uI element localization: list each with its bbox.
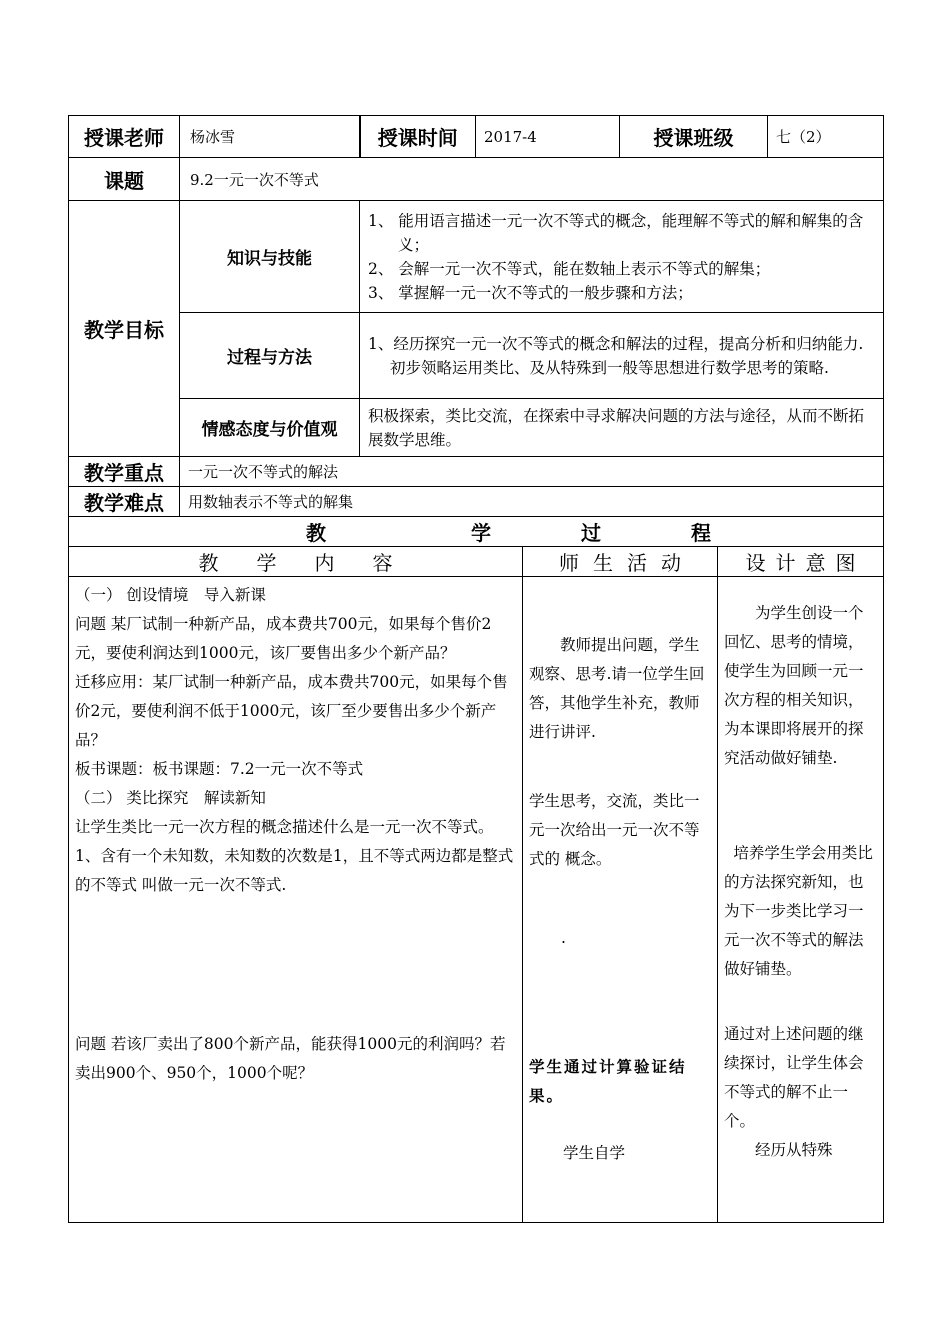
title-char-2: 学 [471, 521, 491, 545]
col-content-char-2: 学 [256, 551, 277, 575]
topic-row [69, 158, 884, 201]
emotion-label: 情感态度与价值观 [180, 399, 360, 457]
key-point-label: 教学重点 [69, 457, 180, 487]
col-intent-header [718, 547, 884, 577]
class-value: 七（2） [768, 116, 884, 158]
title-char-3: 过 [581, 521, 601, 545]
col-intent-char-3: 意 [805, 551, 826, 575]
lesson-plan-table [68, 115, 884, 1223]
key-point-value: 一元一次不等式的解法 [180, 457, 884, 487]
topic-value: 9.2一元一次不等式 [180, 158, 884, 201]
s2-title: （二） 类比探究 解读新知 [75, 789, 266, 807]
teacher-value: 杨冰雪 [180, 116, 360, 158]
objective-process-row [69, 313, 884, 399]
teacher-label: 授课老师 [69, 116, 180, 158]
time-label: 授课时间 [360, 116, 476, 158]
activity-cell [523, 577, 718, 1223]
s1-transfer: 迁移应用：某厂试制一种新产品，成本费共700元，如果每个售价2元，要使利润不低于1000元，该厂至少要售出多少个新产品？ [75, 673, 508, 749]
activity-2-dot: . [561, 929, 566, 947]
process-item-1: 1、经历探究一元一次不等式的概念和解法的过程，提高分析和归纳能力. 初步领略运用类比、及从特殊到一般等思想进行数学思考的策略. [368, 334, 864, 377]
time-value: 2017-4 [476, 116, 620, 158]
intent-4: 经历从特殊 [755, 1141, 833, 1159]
header-row [69, 116, 884, 158]
col-activity-char-3: 活 [627, 551, 647, 575]
objective-knowledge-row [69, 201, 884, 313]
activity-1: 教师提出问题，学生观察、思考.请一位学生回答，其他学生补充，教师进行讲评. [529, 636, 705, 741]
difficulty-value: 用数轴表示不等式的解集 [180, 487, 884, 517]
col-content-header [69, 547, 523, 577]
knowledge-label: 知识与技能 [180, 201, 360, 313]
s2-intro: 让学生类比一元一次方程的概念描述什么是一元一次不等式。 [75, 818, 494, 836]
column-header-row [69, 547, 884, 577]
intent-2: 培养学生学会用类比的方法探究新知，也为下一步类比学习一元一次不等式的解法做好铺垫。 [724, 844, 873, 978]
s1-problem: 问题 某厂试制一种新产品，成本费共700元，如果每个售价2元，要使利润达到1000元，该厂要售出多少个新产品？ [75, 615, 492, 662]
knowledge-content [360, 201, 884, 313]
title-char-4: 程 [691, 521, 711, 545]
col-activity-char-4: 动 [661, 551, 681, 575]
col-intent-char-1: 设 [745, 551, 766, 575]
knowledge-item-2: 2、 会解一元一次不等式，能在数轴上表示不等式的解集； [368, 259, 771, 278]
col-activity-header [523, 547, 718, 577]
process-title-row [69, 517, 884, 547]
content-cell [69, 577, 523, 1223]
col-content-char-4: 容 [372, 551, 393, 575]
intent-1: 为学生创设一个回忆、思考的情境，使学生为回顾一元一次方程的相关知识，为本课即将展开的探究活动做好铺垫. [724, 604, 864, 767]
col-content-char-1: 教 [198, 551, 219, 575]
intent-3: 通过对上述问题的继续探讨，让学生体会不等式的解不止一个。 [724, 1025, 864, 1130]
process-content [360, 313, 884, 399]
col-activity-char-2: 生 [593, 551, 613, 575]
topic-label: 课题 [69, 158, 180, 201]
process-section-title [69, 517, 884, 547]
activity-4: 学生自学 [563, 1144, 626, 1162]
class-label: 授课班级 [620, 116, 768, 158]
activity-2: 学生思考，交流，类比一元一次给出一元一次不等式的 概念。 [529, 792, 700, 868]
title-char-1: 教 [306, 521, 326, 545]
key-point-row [69, 457, 884, 487]
objectives-label: 教学目标 [69, 201, 180, 457]
s3-problem: 问题 若该厂卖出了800个新产品，能获得1000元的利润吗？若卖出900个、950个，1000个呢？ [75, 1035, 506, 1082]
process-label: 过程与方法 [180, 313, 360, 399]
col-content-char-3: 内 [314, 551, 335, 575]
col-intent-char-2: 计 [775, 551, 796, 575]
difficulty-label: 教学难点 [69, 487, 180, 517]
col-activity-char-1: 师 [559, 551, 579, 575]
knowledge-item-1: 1、 能用语言描述一元一次不等式的概念，能理解不等式的解和解集的含义； [368, 211, 864, 254]
activity-3: 学生通过计算验证结果。 [529, 1058, 687, 1105]
difficulty-row [69, 487, 884, 517]
col-intent-char-4: 图 [835, 551, 856, 575]
intent-cell [718, 577, 884, 1223]
knowledge-item-3: 3、 掌握解一元一次不等式的一般步骤和方法； [368, 283, 693, 302]
s2-definition: 1、含有一个未知数，未知数的次数是1，且不等式两边都是整式的不等式 叫做一元一次不等式. [75, 847, 514, 894]
s1-title: （一） 创设情境 导入新课 [75, 586, 266, 604]
lesson-plan-sheet [68, 115, 883, 1223]
process-body-row [69, 577, 884, 1223]
objective-emotion-row [69, 399, 884, 457]
s1-board: 板书课题：板书课题：7.2一元一次不等式 [75, 760, 364, 778]
emotion-content: 积极探索，类比交流，在探索中寻求解决问题的方法与途径，从而不断拓展数学思维。 [360, 399, 884, 457]
